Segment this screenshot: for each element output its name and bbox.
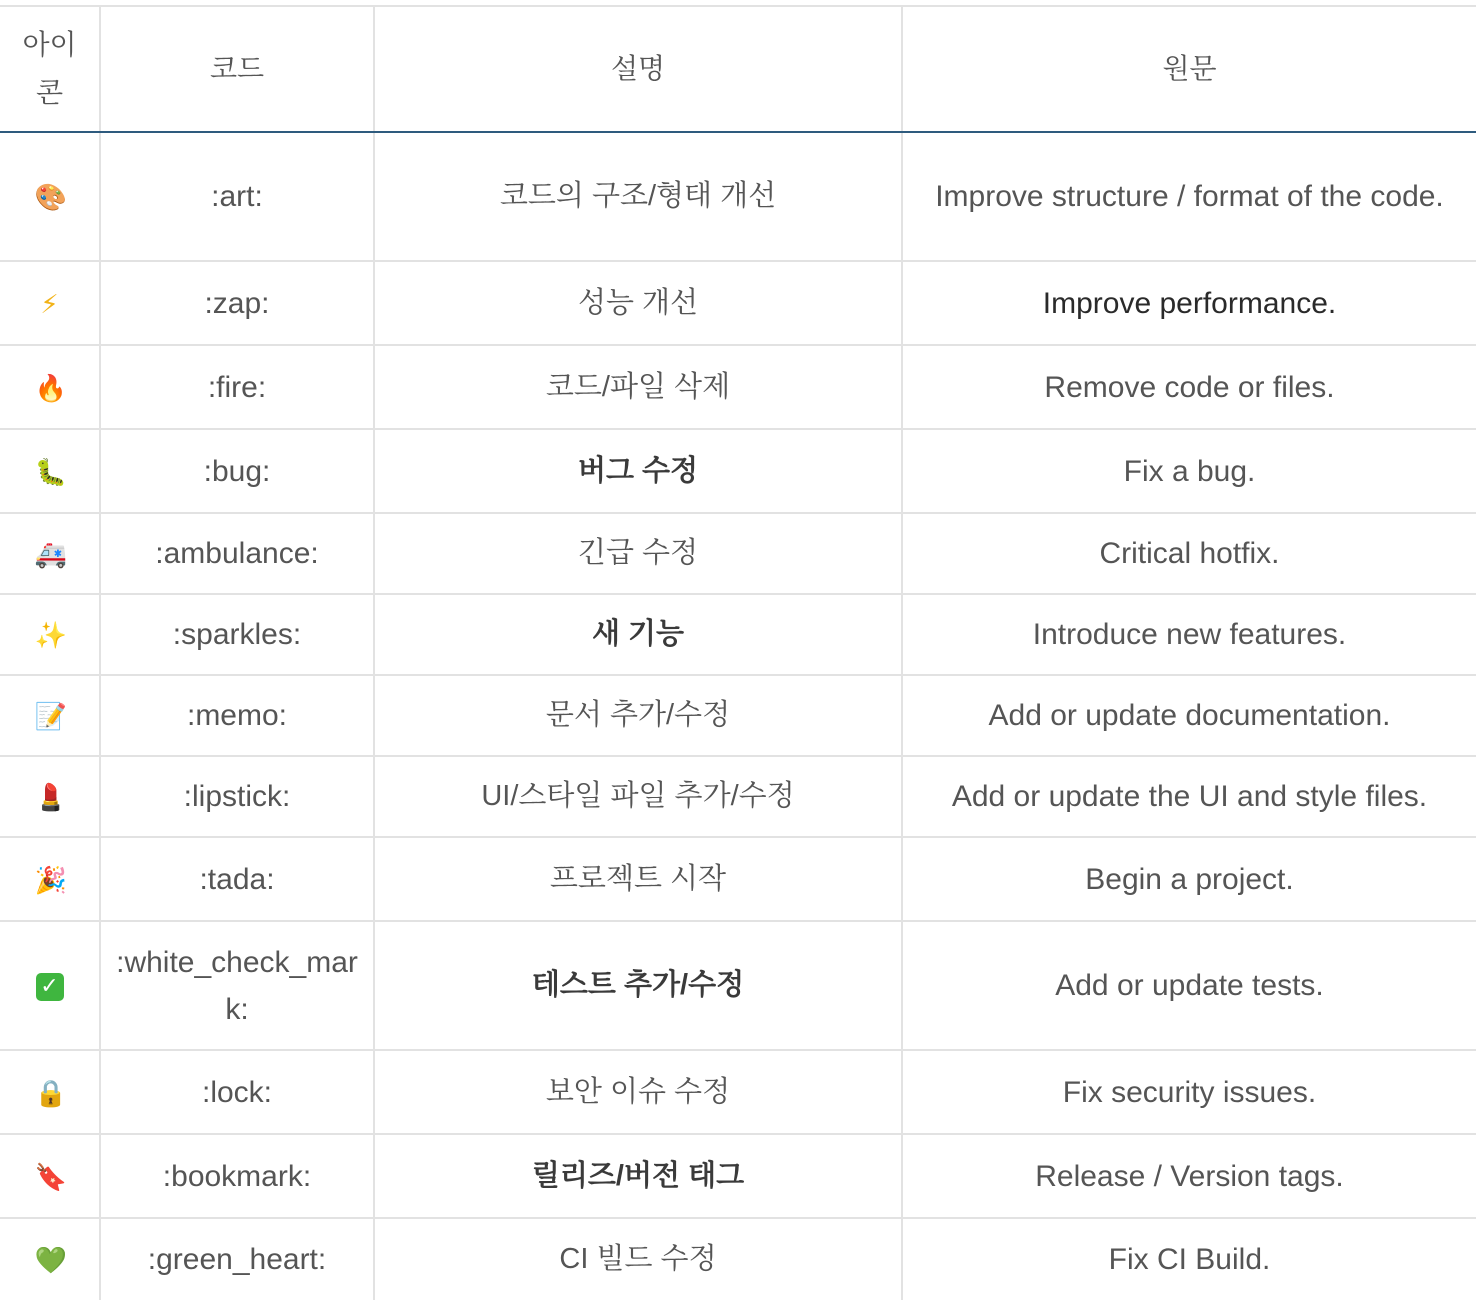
description-cell: 코드/파일 삭제	[374, 345, 902, 429]
description-cell: UI/스타일 파일 추가/수정	[374, 756, 902, 837]
description-cell: 버그 수정	[374, 429, 902, 513]
code-cell: :bookmark:	[100, 1134, 374, 1218]
code-cell: :ambulance:	[100, 513, 374, 594]
icon-cell	[0, 513, 100, 594]
original-cell: Add or update the UI and style files.	[902, 756, 1476, 837]
table-row	[0, 675, 1476, 756]
icon-cell	[0, 675, 100, 756]
table-row	[0, 345, 1476, 429]
icon-cell	[0, 132, 100, 261]
original-cell: Improve structure / format of the code.	[902, 132, 1476, 261]
original-cell: Introduce new features.	[902, 594, 1476, 675]
memo-icon: 📝	[34, 702, 67, 733]
code-cell: :tada:	[100, 837, 374, 921]
original-cell: Remove code or files.	[902, 345, 1476, 429]
description-cell: 긴급 수정	[374, 513, 902, 594]
icon-cell	[0, 1218, 100, 1300]
bug-icon: 🐛	[34, 457, 67, 488]
lipstick-icon: 💄	[34, 783, 67, 814]
description-cell: CI 빌드 수정	[374, 1218, 902, 1300]
white-check-mark-icon: ✓	[36, 973, 64, 1001]
icon-cell	[0, 756, 100, 837]
description-cell: 성능 개선	[374, 261, 902, 345]
icon-cell	[0, 921, 100, 1050]
table-header	[0, 6, 1476, 132]
description-cell: 보안 이슈 수정	[374, 1050, 902, 1134]
green-heart-icon: 💚	[34, 1246, 67, 1277]
icon-cell	[0, 261, 100, 345]
tada-icon: 🎉	[34, 865, 67, 896]
icon-cell	[0, 594, 100, 675]
original-cell: Begin a project.	[902, 837, 1476, 921]
code-cell: :art:	[100, 132, 374, 261]
icon-cell	[0, 1050, 100, 1134]
art-palette-icon: 🎨	[34, 183, 67, 214]
original-cell: Critical hotfix.	[902, 513, 1476, 594]
table-row	[0, 921, 1476, 1050]
description-cell: 프로젝트 시작	[374, 837, 902, 921]
description-cell: 새 기능	[374, 594, 902, 675]
lock-icon: 🔒	[34, 1078, 67, 1109]
table-row	[0, 429, 1476, 513]
code-cell: :sparkles:	[100, 594, 374, 675]
original-cell: Improve performance.	[902, 261, 1476, 345]
code-cell: :fire:	[100, 345, 374, 429]
code-cell: :white_check_mark:	[100, 921, 374, 1050]
table-row	[0, 1218, 1476, 1300]
icon-cell	[0, 837, 100, 921]
icon-cell	[0, 1134, 100, 1218]
original-cell: Fix security issues.	[902, 1050, 1476, 1134]
sparkles-icon: ✨	[34, 621, 67, 652]
table-row	[0, 1134, 1476, 1218]
code-cell: :green_heart:	[100, 1218, 374, 1300]
ambulance-icon: 🚑	[34, 540, 67, 571]
original-cell: Add or update tests.	[902, 921, 1476, 1050]
header-original: 원문	[902, 6, 1476, 132]
bookmark-icon: 🔖	[34, 1162, 67, 1193]
original-cell: Add or update documentation.	[902, 675, 1476, 756]
table-row	[0, 261, 1476, 345]
description-cell: 문서 추가/수정	[374, 675, 902, 756]
zap-icon: ⚡	[40, 289, 59, 320]
original-cell: Fix a bug.	[902, 429, 1476, 513]
header-row	[0, 6, 1476, 132]
header-icon: 아이콘	[0, 6, 100, 132]
original-cell: Fix CI Build.	[902, 1218, 1476, 1300]
icon-cell	[0, 429, 100, 513]
original-cell: Release / Version tags.	[902, 1134, 1476, 1218]
table-row	[0, 1050, 1476, 1134]
table-row	[0, 837, 1476, 921]
table-row	[0, 513, 1476, 594]
gitmoji-table	[0, 5, 1476, 1300]
code-cell: :zap:	[100, 261, 374, 345]
code-cell: :bug:	[100, 429, 374, 513]
icon-cell	[0, 345, 100, 429]
table-row	[0, 594, 1476, 675]
header-code: 코드	[100, 6, 374, 132]
code-cell: :lipstick:	[100, 756, 374, 837]
code-cell: :memo:	[100, 675, 374, 756]
description-cell: 릴리즈/버전 태그	[374, 1134, 902, 1218]
code-cell: :lock:	[100, 1050, 374, 1134]
fire-icon: 🔥	[34, 373, 67, 404]
table-row	[0, 756, 1476, 837]
header-description: 설명	[374, 6, 902, 132]
description-cell: 코드의 구조/형태 개선	[374, 132, 902, 261]
description-cell: 테스트 추가/수정	[374, 921, 902, 1050]
table-row	[0, 132, 1476, 261]
table-body	[0, 132, 1476, 1300]
